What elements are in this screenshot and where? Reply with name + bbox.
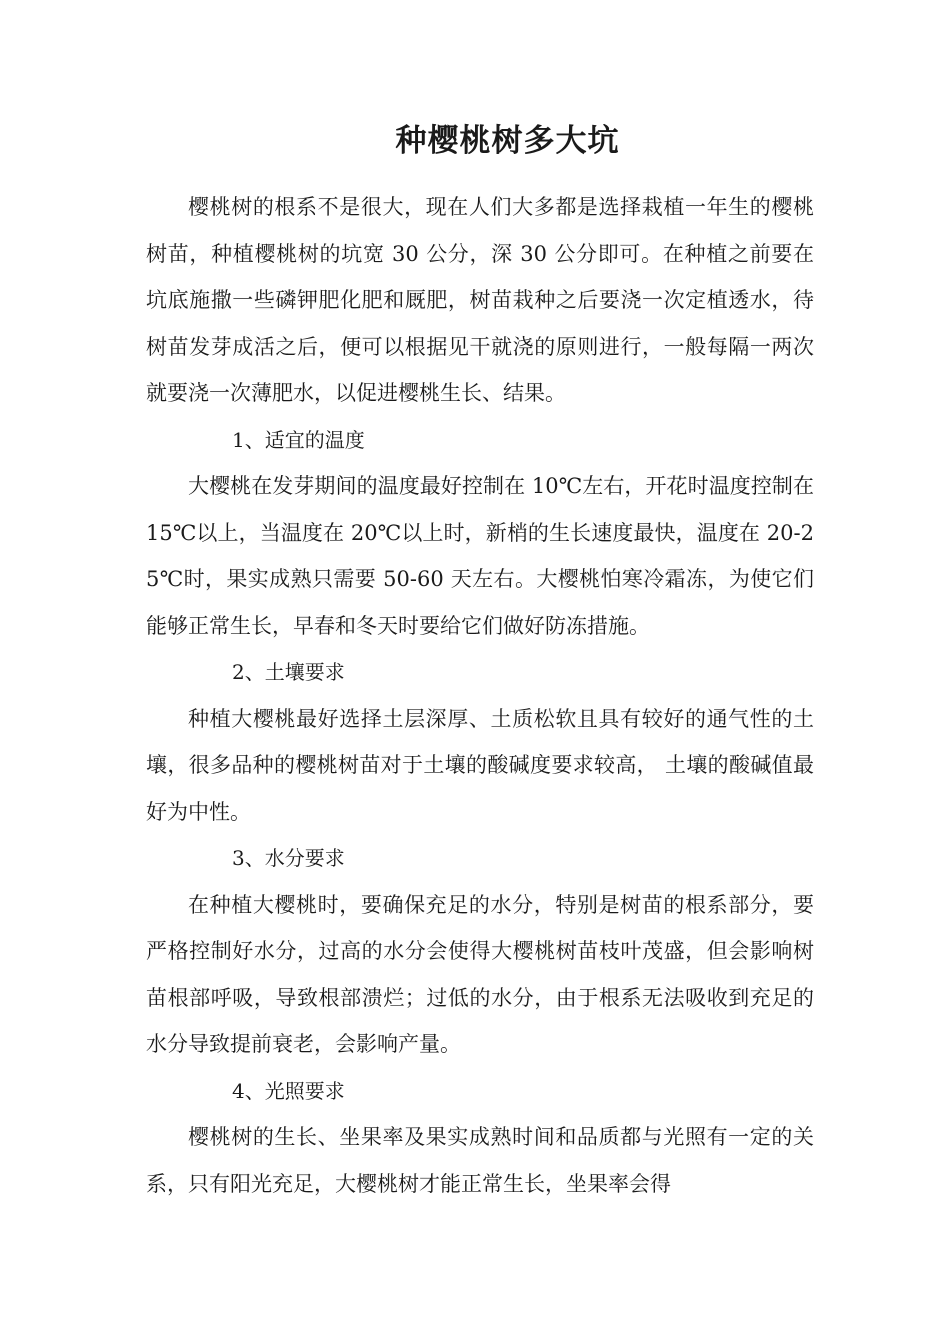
section-paragraph-water: 在种植大樱桃时，要确保充足的水分，特别是树苗的根系部分，要严格控制好水分，过高的水分会使得大樱桃树苗枝叶茂盛，但会影响树苗根部呼吸，导致根部溃烂；过低的水分，由于根系无法吸收到充足的水分导致提前衰老，会影响产量。 [146,892,814,1056]
intro-paragraph: 樱桃树的根系不是很大，现在人们大多都是选择栽植一年生的樱桃树苗，种植樱桃树的坑宽 30 公分，深 30 公分即可。在种植之前要在坑底施撒一些磷钾肥化肥和厩肥，树苗栽种之后要浇一次定植透水，待树苗发芽成活之后，便可以根据见干就浇的原则进行，一般每隔一两次就要浇一次薄肥水，以促进樱桃生长、结果。 [146,195,814,405]
section-heading-soil: 2、土壤要求 [232,660,345,684]
section-heading-temperature: 1、适宜的温度 [232,427,365,452]
section-paragraph-light: 樱桃树的生长、坐果率及果实成熟时间和品质都与光照有一定的关系，只有阳光充足，大樱桃树才能正常生长，坐果率会得 [146,1125,814,1196]
section-heading-water: 3、水分要求 [232,846,345,870]
document-title: 种樱桃树多大坑 [395,123,620,159]
document-body [146,184,814,1207]
section-heading-light: 4、光照要求 [232,1078,345,1103]
section-paragraph-temperature: 大樱桃在发芽期间的温度最好控制在 10℃左右，开花时温度控制在 15℃以上，当温度在 20℃以上时，新梢的生长速度最快，温度在 20-25℃时，果实成熟只需要 50-60 天左右。大樱桃怕寒冷霜冻，为使它们能够正常生长，早春和冬天时要给它们做好防冻措施。 [146,474,814,638]
section-paragraph-soil: 种植大樱桃最好选择土层深厚、土质松软且具有较好的通气性的土壤，很多品种的樱桃树苗对于土壤的酸碱度要求较高， 土壤的酸碱值最好为中性。 [146,706,814,824]
